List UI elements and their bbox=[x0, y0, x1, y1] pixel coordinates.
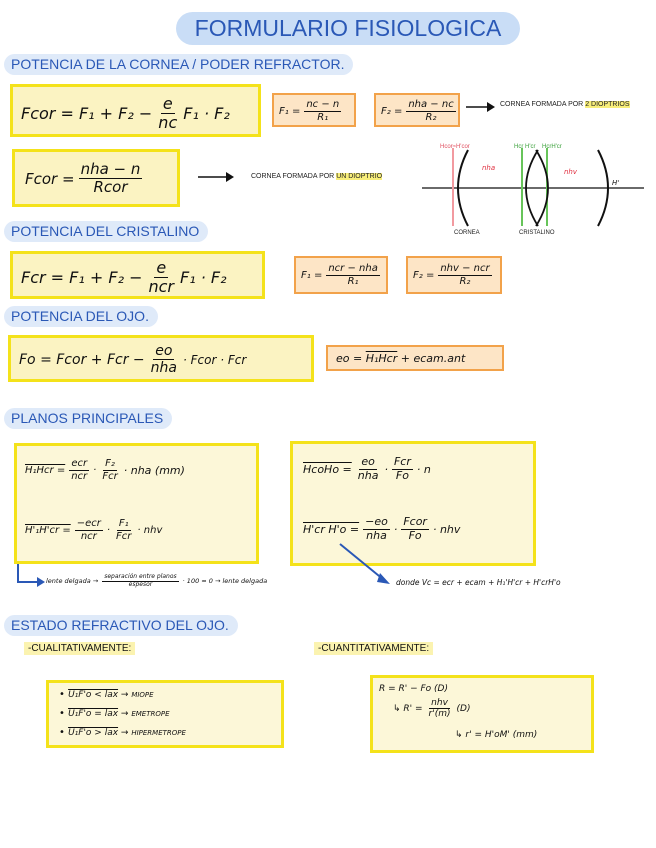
estado-item-lhs: U₁F'o > lax bbox=[68, 727, 119, 738]
diagram-hprime-label: H' bbox=[612, 179, 620, 187]
ojo-eo-box bbox=[326, 345, 504, 371]
one-dioptrio-label: CORNEA FORMADA POR UN DIOPTRIO bbox=[251, 173, 383, 180]
cornea-one-dioptrio-box bbox=[12, 149, 180, 207]
lente-delgada-note bbox=[46, 574, 267, 589]
planos-l1-lhs: H₁Hcr = bbox=[25, 464, 66, 476]
note-left-a: lente delgada → bbox=[46, 577, 99, 586]
cornea-f2-lhs: F₂ = bbox=[381, 105, 403, 117]
corner-arrow-icon bbox=[10, 560, 46, 592]
estado-item: • U₁F'o = lax → EMETROPE bbox=[59, 708, 170, 719]
cornea-f2-den: R₂ bbox=[425, 111, 437, 123]
planos-l2-tail: · nhv bbox=[137, 524, 163, 536]
planos-l2-d1: ncr bbox=[80, 530, 97, 542]
cuanti-q3: r' = H'oM' (mm) bbox=[465, 730, 538, 740]
ojo-eo-over: H₁Hcr bbox=[365, 352, 398, 365]
planos-r2-n2: Fcor bbox=[403, 515, 427, 528]
ojo-formula-box bbox=[8, 335, 314, 382]
note-left-b: · 100 ≈ 0 → lente delgada bbox=[182, 577, 268, 586]
estado-item-rhs: MIOPE bbox=[131, 690, 154, 699]
planos-r1-tail: · n bbox=[416, 462, 431, 476]
diagram-cornea-label: CORNEA bbox=[454, 230, 480, 236]
section-heading-cristalino: POTENCIA DEL CRISTALINO bbox=[4, 221, 208, 242]
cristalino-f1-lhs: F₁ = bbox=[301, 269, 323, 281]
eye-diagram bbox=[418, 138, 648, 240]
cristalino-f2-lhs: F₂ = bbox=[413, 269, 435, 281]
cornea-one-den: Rcor bbox=[93, 178, 128, 197]
note-left-num: separación entre planos bbox=[104, 573, 177, 580]
estado-item-rhs: HIPERMETROPE bbox=[131, 728, 186, 737]
planos-r2-lhs: H'cr H'o = bbox=[303, 522, 360, 536]
planos-r1-n1: eo bbox=[361, 455, 375, 468]
cornea-f2: F₂ bbox=[118, 104, 134, 124]
planos-r2-n1: −eo bbox=[365, 515, 388, 528]
planos-l1-tail: · nha (mm) bbox=[123, 463, 185, 477]
cristalino-rhs-b: F₁ · F₂ bbox=[180, 268, 227, 288]
two-dioptrios-label: CORNEA FORMADA POR 2 DIOPTRIOS bbox=[500, 101, 630, 108]
cuanti-q2-num: nhv bbox=[431, 698, 448, 708]
cornea-lhs: Fcor = bbox=[21, 104, 74, 124]
section-heading-ojo: POTENCIA DEL OJO. bbox=[4, 306, 158, 327]
diagram-nha-label: nha bbox=[482, 164, 496, 172]
planos-l2-n2: F₁ bbox=[118, 518, 129, 529]
ojo-lhs: Fo = Fcor + Fcr − bbox=[19, 351, 145, 368]
cornea-f2-num: nha − nc bbox=[408, 99, 454, 110]
diagonal-arrow-icon bbox=[336, 540, 396, 588]
estado-item: • U₁F'o < lax → MIOPE bbox=[59, 689, 154, 700]
cristalino-rhs-a: F₁ + F₂ − bbox=[69, 268, 143, 288]
cuanti-q2-den: r'(m) bbox=[428, 709, 451, 720]
cornea-plus: + bbox=[99, 104, 114, 124]
donde-note: donde Vc = ecr + ecam + H₁'H'cr + H'crH'o bbox=[396, 578, 561, 587]
cuanti-line-1: R = R' − Fo (D) bbox=[379, 684, 449, 694]
estado-item-rhs: EMETROPE bbox=[131, 709, 170, 718]
diagram-cristalino-label: CRISTALINO bbox=[519, 230, 555, 236]
cornea-f1-box bbox=[272, 93, 356, 127]
planos-right-box: HcoHo = $\frac{eo}{\text{nha}}$ · $\frac{\text{Fcr}}{Fo}$ · n H'cr H'o = $\frac{-eo}{\text{nha}}$ · $\frac{\text{Fcor}}{Fo}$ · nhv bbox=[290, 441, 536, 566]
planos-r2-d1: nha bbox=[366, 528, 387, 542]
cornea-f1-den: R₁ bbox=[317, 111, 329, 123]
cualitativamente-label: -CUALITATIVAMENTE: bbox=[24, 642, 135, 655]
arrow-icon bbox=[464, 100, 496, 114]
section-heading-cornea: POTENCIA DE LA CORNEA / PODER REFRACTOR. bbox=[4, 54, 353, 75]
cristalino-e: e bbox=[156, 258, 167, 277]
planos-r1-d1: nha bbox=[357, 468, 379, 482]
planos-r2-d2: Fo bbox=[408, 528, 422, 542]
cuanti-q2-lhs: R' = bbox=[403, 703, 423, 714]
arrow-icon bbox=[196, 170, 236, 184]
cornea-nc: nc bbox=[158, 113, 178, 133]
cuanti-line-2: ↳ R' = $\frac{\text{nhv}}{r'(m)}$ (D) bbox=[393, 698, 471, 720]
planos-r1-d2: Fo bbox=[395, 468, 409, 482]
cristalino-f2-num: nhv − ncr bbox=[440, 263, 490, 274]
section-heading-estado: ESTADO REFRACTIVO DEL OJO. bbox=[4, 615, 238, 636]
cristalino-f1-num: ncr − nha bbox=[328, 263, 378, 274]
cristalino-ncr: ncr bbox=[148, 277, 174, 297]
planos-l1-n1: ecr bbox=[71, 458, 88, 469]
cornea-f1-lhs: F₁ = bbox=[279, 105, 301, 117]
cornea-one-lhs: Fcor = bbox=[25, 169, 75, 188]
cornea-e: e bbox=[162, 94, 173, 113]
ojo-eo-rhs: + ecam.ant bbox=[400, 352, 466, 365]
cristalino-formula-box bbox=[10, 251, 265, 299]
diagram-cr1-label: Hcr H'cr bbox=[514, 144, 536, 150]
section-heading-planos: PLANOS PRINCIPALES bbox=[4, 408, 172, 429]
ojo-rhs: · Fcor · Fcr bbox=[182, 352, 247, 367]
cornea-formula-box bbox=[10, 84, 261, 137]
cuantitativamente-label: -CUANTITATIVAMENTE: bbox=[314, 642, 433, 655]
diagram-cr2-label: HcrH'cr bbox=[542, 144, 562, 150]
cornea-minus: − bbox=[138, 104, 153, 124]
planos-l1-d2: Fcr bbox=[102, 470, 118, 482]
page-title: FORMULARIO FISIOLOGICA bbox=[176, 12, 520, 45]
estado-item-lhs: U₁F'o = lax bbox=[68, 708, 119, 719]
cornea-f1: F₁ bbox=[78, 104, 95, 124]
planos-l1-d1: ncr bbox=[71, 470, 88, 482]
cristalino-f2-box bbox=[406, 256, 502, 294]
planos-l2-n1: −ecr bbox=[76, 518, 101, 529]
estado-item-lhs: U₁F'o < lax bbox=[68, 689, 119, 700]
diagram-nhv-label: nhv bbox=[564, 168, 578, 176]
ojo-nha: nha bbox=[150, 360, 177, 377]
cristalino-lhs: Fcr = bbox=[21, 268, 65, 288]
estado-item: • U₁F'o > lax → HIPERMETROPE bbox=[59, 727, 186, 738]
planos-left-box: H₁Hcr = $\frac{\text{ecr}}{\text{ncr}}$ · $\frac{\text{F₂}}{\text{Fcr}}$ · nha (mm) H'₁H'cr = $\frac{\text{−ecr}}{\text{ncr}}$ · $\frac{\text{F₁}}{\text{Fcr}}$ · nhv bbox=[14, 443, 259, 564]
cuantitativo-box bbox=[370, 675, 594, 753]
ojo-eo-lhs: eo = bbox=[336, 352, 363, 365]
cristalino-f1-den: R₁ bbox=[347, 275, 359, 287]
planos-r1-n2: Fcr bbox=[393, 455, 411, 468]
cristalino-f1-box bbox=[294, 256, 388, 294]
planos-l2-lhs: H'₁H'cr = bbox=[25, 524, 71, 536]
cornea-f1-num: nc − n bbox=[306, 99, 340, 110]
cornea-f1f2: F₁ · F₂ bbox=[183, 104, 230, 124]
note-left-den: espesor bbox=[128, 580, 153, 588]
cornea-f2-box bbox=[374, 93, 460, 127]
ojo-eo: eo bbox=[155, 343, 173, 359]
planos-r2-tail: · nhv bbox=[432, 522, 461, 536]
planos-l2-d2: Fcr bbox=[116, 530, 132, 542]
two-dioptrios-highlight: 2 DIOPTRIOS bbox=[585, 101, 630, 108]
one-dioptrio-highlight: UN DIOPTRIO bbox=[336, 173, 383, 180]
planos-l1-n2: F₂ bbox=[105, 458, 115, 469]
cristalino-f2-den: R₂ bbox=[459, 275, 471, 287]
planos-r1-lhs: HcoHo = bbox=[303, 462, 352, 476]
cornea-one-num: nha − n bbox=[80, 160, 141, 178]
diagram-cornea-top-label: Hcor≈H'cor bbox=[440, 144, 470, 150]
cuanti-q2-unit: (D) bbox=[456, 703, 471, 714]
cualitativo-box bbox=[46, 680, 284, 748]
cuanti-line-3: ↳ r' = H'oM' (mm) bbox=[455, 730, 538, 740]
